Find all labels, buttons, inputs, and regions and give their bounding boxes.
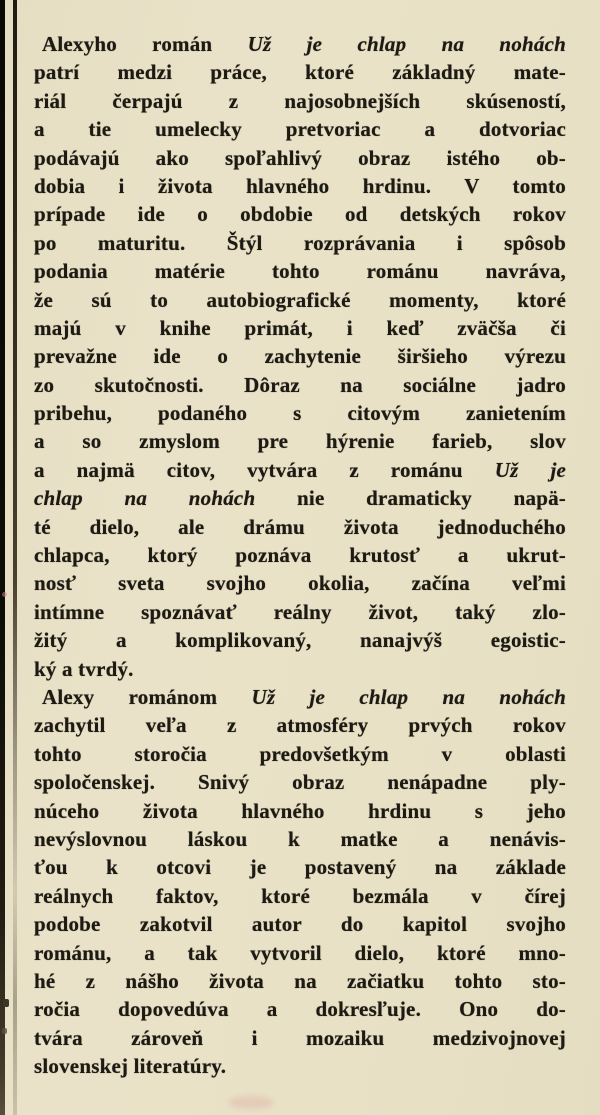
text-line (34, 598, 566, 626)
text-segment: prípade ide o obdobie od detských rokov (34, 202, 566, 227)
scan-speck (2, 592, 7, 597)
text-line (34, 456, 566, 484)
text-line (34, 484, 566, 512)
text-segment: dobia i života hlavného hrdinu. V tomto (34, 173, 566, 198)
text-line (34, 58, 566, 86)
text-segment: podania matérie tohto románu navráva, (34, 259, 566, 284)
book-title-italic: Už je (494, 457, 566, 482)
text-segment: románu, a tak vytvoril dielo, ktoré mno- (34, 940, 566, 965)
text-line (34, 314, 566, 342)
text-line (34, 825, 566, 853)
text-segment: ročia dopovedúva a dokresľuje. Ono do- (34, 997, 566, 1022)
text-column (34, 30, 566, 1080)
text-line (34, 853, 566, 881)
text-line (34, 286, 566, 314)
text-segment: ťou k otcovi je postavený na základe (34, 855, 566, 880)
book-title-italic: chlap na nohách (34, 486, 256, 511)
text-segment: té dielo, ale drámu života jednoduchého (34, 514, 566, 539)
text-segment: že sú to autobiografické momenty, ktoré (34, 287, 566, 312)
text-segment: nevýslovnou láskou k matke a nenávis- (34, 826, 566, 851)
text-line (34, 910, 566, 938)
text-line (34, 229, 566, 257)
text-segment: spoločenskej. Snivý obraz nenápadne ply- (34, 770, 566, 795)
text-line (34, 115, 566, 143)
text-segment: ký a tvrdý. (34, 656, 134, 681)
text-line (34, 427, 566, 455)
text-segment: slovenskej literatúry. (34, 1054, 227, 1079)
text-segment: nosť sveta svojho okolia, začína veľmi (34, 571, 566, 596)
text-line (34, 740, 566, 768)
text-segment: po maturitu. Štýl rozprávania i spôsob (34, 230, 566, 255)
text-segment: nie dramaticky napä- (255, 486, 566, 511)
page-edge-line (13, 0, 17, 1115)
book-binding-edge (0, 0, 5, 1115)
text-segment: reálnych faktov, ktoré bezmála v čírej (34, 883, 566, 908)
text-line (34, 172, 566, 200)
text-line (34, 144, 566, 172)
text-segment: patrí medzi práce, ktoré základný mate- (34, 60, 566, 85)
text-line (34, 399, 566, 427)
text-line (34, 967, 566, 995)
text-line (34, 768, 566, 796)
text-segment: Alexyho román (42, 32, 248, 56)
text-segment: zo skutočnosti. Dôraz na sociálne jadro (34, 372, 566, 397)
text-line (34, 87, 566, 115)
scan-stain (228, 1096, 274, 1109)
text-line (34, 371, 566, 399)
text-segment: chlapca, ktorý poznáva krutosť a ukrut- (34, 543, 566, 568)
scan-speck (2, 1028, 7, 1034)
text-segment: intímne spoznávať reálny život, taký zlo- (34, 599, 566, 624)
text-line (34, 1052, 566, 1080)
text-segment: žitý a komplikovaný, nanajvýš egoistic- (34, 628, 566, 653)
text-segment: a so zmyslom pre hýrenie farieb, slov (34, 429, 566, 454)
text-line (34, 939, 566, 967)
text-segment: a tie umelecky pretvoriac a dotvoriac (34, 117, 566, 142)
text-line (34, 541, 566, 569)
text-line (34, 342, 566, 370)
text-segment: tohto storočia predovšetkým v oblasti (34, 741, 566, 766)
text-segment: núceho života hlavného hrdinu s jeho (34, 798, 566, 823)
text-line (34, 569, 566, 597)
text-segment: tvára zároveň i mozaiku medzivojnovej (34, 1025, 566, 1050)
text-line (34, 626, 566, 654)
text-line (34, 882, 566, 910)
text-segment: podávajú ako spoľahlivý obraz istého ob- (34, 145, 566, 170)
text-line (34, 1024, 566, 1052)
text-segment: a najmä citov, vytvára z románu (34, 457, 495, 482)
book-title-italic: Už je chlap na nohách (251, 684, 566, 709)
text-segment: majú v knihe primát, i keď zväčša či (34, 315, 566, 340)
text-segment: podobe zakotvil autor do kapitol svojho (34, 912, 566, 937)
scan-speck (3, 999, 9, 1007)
text-line (34, 30, 566, 58)
text-line (34, 257, 566, 285)
text-segment: Alexy románom (42, 684, 252, 709)
book-title-italic: Už je chlap na nohách (247, 32, 566, 56)
text-line (34, 200, 566, 228)
text-segment: pribehu, podaného s citovým zanietením (34, 401, 566, 426)
text-line (34, 797, 566, 825)
text-segment: zachytil veľa z atmosféry prvých rokov (34, 713, 566, 738)
text-segment: prevažne ide o zachytenie širšieho výrezu (34, 344, 566, 369)
text-line (34, 995, 566, 1023)
text-line (34, 513, 566, 541)
text-line (34, 655, 566, 683)
text-line (34, 711, 566, 739)
text-segment: riál čerpajú z najosobnejších skúseností, (34, 88, 566, 113)
text-segment: hé z nášho života na začiatku tohto sto- (34, 968, 566, 993)
text-line (34, 683, 566, 711)
